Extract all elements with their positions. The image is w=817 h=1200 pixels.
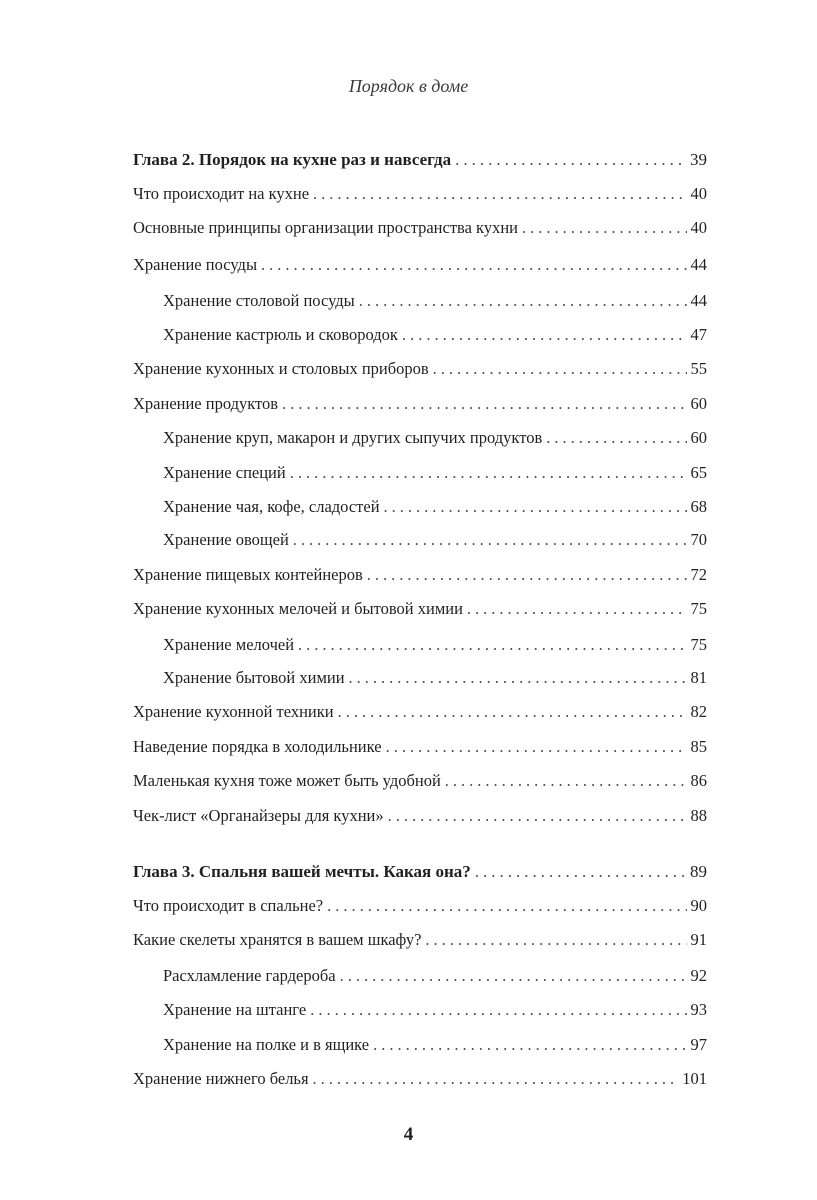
toc-entry-page: 81 <box>690 668 707 687</box>
toc-leader-dots <box>310 996 686 1024</box>
toc-entry-page: 90 <box>690 896 707 915</box>
toc-entry-page: 93 <box>690 1000 707 1019</box>
toc-subentry[interactable] <box>163 526 707 554</box>
toc-entry[interactable] <box>133 926 707 954</box>
toc-entry-title: Хранение кухонных мелочей и бытовой химии <box>133 599 463 618</box>
toc-entry-page: 55 <box>690 359 707 378</box>
toc-entry-title: Хранение кухонной техники <box>133 702 334 721</box>
toc-entry-title: Хранение на штанге <box>163 1000 307 1019</box>
toc-leader-dots <box>402 321 687 349</box>
toc-entry-title: Маленькая кухня тоже может быть удобной <box>133 771 441 790</box>
toc-entry-page: 85 <box>690 737 707 756</box>
toc-leader-dots <box>313 180 686 208</box>
toc-entry[interactable] <box>133 595 707 623</box>
toc-leader-dots <box>467 595 687 623</box>
toc-entry-page: 92 <box>690 966 707 985</box>
toc-subentry[interactable] <box>163 493 707 521</box>
toc-leader-dots <box>290 459 687 487</box>
toc-subentry[interactable] <box>163 321 707 349</box>
toc-entry-page: 75 <box>690 599 707 618</box>
toc-entry-page: 60 <box>690 428 707 447</box>
toc-entry-title: Расхламление гардероба <box>163 966 336 985</box>
toc-leader-dots <box>359 287 687 315</box>
toc-entry-title: Что происходит на кухне <box>133 184 310 203</box>
toc-entry-page: 89 <box>690 862 707 881</box>
toc-entry[interactable] <box>133 561 707 589</box>
toc-entry-title: Хранение бытовой химии <box>163 668 345 687</box>
toc-entry-page: 40 <box>690 218 707 237</box>
toc-entry-title: Наведение порядка в холодильнике <box>133 737 382 756</box>
toc-entry[interactable] <box>133 355 707 383</box>
toc-entry-page: 68 <box>690 497 707 516</box>
toc-entry-page: 97 <box>690 1035 707 1054</box>
toc-subentry[interactable] <box>163 996 707 1024</box>
toc-subentry[interactable] <box>163 287 707 315</box>
page-number: 4 <box>403 1124 414 1145</box>
toc-entry-title: Хранение чая, кофе, сладостей <box>163 497 380 516</box>
toc-leader-dots <box>327 892 686 920</box>
toc-entry-page: 101 <box>682 1069 707 1088</box>
toc-entry[interactable] <box>133 1065 707 1093</box>
toc-entry-page: 91 <box>690 930 707 949</box>
toc-entry-page: 60 <box>690 394 707 413</box>
toc-entry-page: 65 <box>690 463 707 482</box>
toc-entry-title: Глава 2. Порядок на кухне раз и навсегда <box>133 150 452 169</box>
toc-entry[interactable] <box>133 892 707 920</box>
toc-leader-dots <box>455 146 686 174</box>
toc-entry[interactable] <box>133 698 707 726</box>
toc-entry-page: 39 <box>690 150 707 169</box>
toc-subentry[interactable] <box>163 459 707 487</box>
toc-entry-title: Хранение кухонных и столовых приборов <box>133 359 429 378</box>
toc-entry-title: Хранение пищевых контейнеров <box>133 565 363 584</box>
toc-entry[interactable] <box>133 733 707 761</box>
toc-entry-page: 82 <box>690 702 707 721</box>
toc-leader-dots <box>546 424 686 452</box>
toc-entry-title: Какие скелеты хранятся в вашем шкафу? <box>133 930 422 949</box>
toc-subentry[interactable] <box>163 631 707 659</box>
toc-entry-title: Хранение круп, макарон и других сыпучих продуктов <box>163 428 543 447</box>
toc-entry-page: 75 <box>690 635 707 654</box>
toc-entry[interactable] <box>133 180 707 208</box>
toc-entry-title: Чек-лист «Органайзеры для кухни» <box>133 806 384 825</box>
toc-leader-dots <box>340 962 687 990</box>
toc-leader-dots <box>349 664 687 692</box>
toc-entry-title: Основные принципы организации пространства кухни <box>133 218 519 237</box>
toc-leader-dots <box>373 1031 686 1059</box>
toc-leader-dots <box>261 251 686 279</box>
toc-subentry[interactable] <box>163 424 707 452</box>
toc-entry-page: 44 <box>690 291 707 310</box>
toc-entry-page: 44 <box>690 255 707 274</box>
toc-entry-page: 72 <box>690 565 707 584</box>
toc-entry-title: Хранение кастрюль и сковородок <box>163 325 398 344</box>
toc-entry-title: Хранение овощей <box>163 530 289 549</box>
running-header: Порядок в доме <box>348 76 469 96</box>
toc-leader-dots <box>282 390 686 418</box>
toc-leader-dots <box>386 733 687 761</box>
toc-entry-page: 40 <box>690 184 707 203</box>
toc-entry-title: Хранение нижнего белья <box>133 1069 309 1088</box>
toc-leader-dots <box>425 926 686 954</box>
toc-subentry[interactable] <box>163 1031 707 1059</box>
toc-leader-dots <box>445 767 687 795</box>
toc-entry-page: 70 <box>690 530 707 549</box>
toc-leader-dots <box>338 698 687 726</box>
toc-leader-dots <box>298 631 686 659</box>
toc-entry-title: Глава 3. Спальня вашей мечты. Какая она? <box>133 862 471 881</box>
toc-leader-dots <box>313 1065 679 1093</box>
toc-entry-title: Хранение мелочей <box>163 635 295 654</box>
toc-leader-dots <box>475 858 686 886</box>
toc-entry-title: Хранение столовой посуды <box>163 291 355 310</box>
toc-leader-dots <box>388 802 687 830</box>
toc-entry-title: Хранение посуды <box>133 255 258 274</box>
toc-entry[interactable] <box>133 802 707 830</box>
toc-leader-dots <box>293 526 687 554</box>
toc-entry-title: Хранение специй <box>163 463 286 482</box>
toc-entry-title: Хранение на полке и в ящике <box>163 1035 370 1054</box>
toc-leader-dots <box>384 493 687 521</box>
toc-entry-chapter[interactable] <box>133 146 707 174</box>
toc-subentry[interactable] <box>163 664 707 692</box>
toc-entry-chapter[interactable] <box>133 858 707 886</box>
toc-subentry[interactable] <box>163 962 707 990</box>
toc-entry-title: Хранение продуктов <box>133 394 279 413</box>
toc-leader-dots <box>433 355 687 383</box>
toc-entry-page: 86 <box>690 771 707 790</box>
toc-entry-page: 47 <box>690 325 707 344</box>
toc-leader-dots <box>367 561 687 589</box>
toc-entry-title: Что происходит в спальне? <box>133 896 324 915</box>
toc-entry[interactable] <box>133 251 707 279</box>
toc-entry[interactable] <box>133 767 707 795</box>
toc-entry[interactable] <box>133 390 707 418</box>
toc-entry[interactable] <box>133 214 707 242</box>
toc-leader-dots <box>522 214 686 242</box>
toc-entry-page: 88 <box>690 806 707 825</box>
